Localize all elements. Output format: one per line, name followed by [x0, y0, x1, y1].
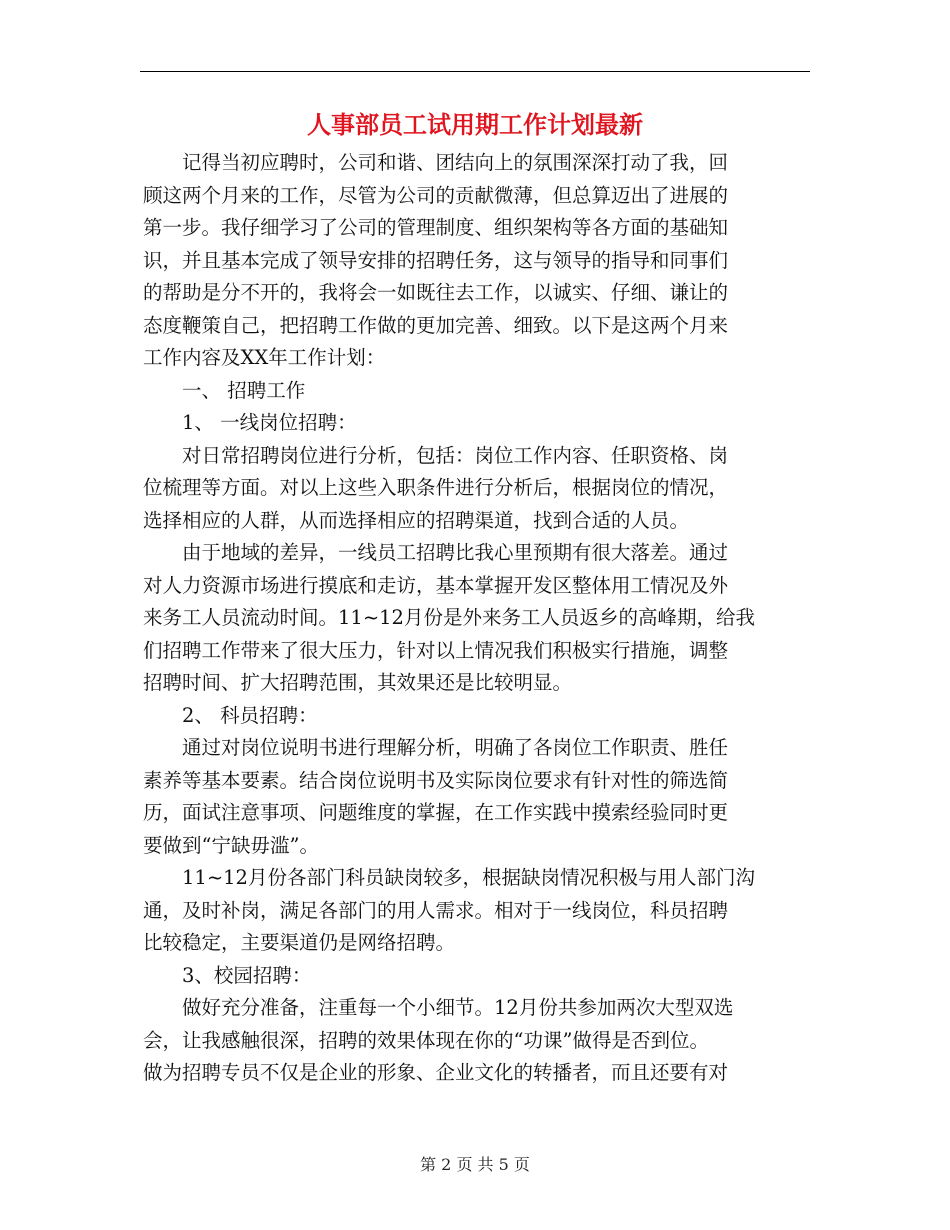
text-line: 比较稳定，主要渠道仍是网络招聘。	[143, 931, 456, 954]
document-title: 人事部员工试用期工作计划最新	[307, 110, 643, 139]
text-line: 第一步。我仔细学习了公司的管理制度、组织架构等各方面的基础知	[143, 216, 729, 239]
text-line: 通，及时补岗，满足各部门的用人需求。相对于一线岗位，科员招聘	[143, 898, 729, 922]
text-line: 记得当初应聘时，公司和谐、团结向上的氛围深深打动了我，回	[143, 151, 729, 174]
text-line: 顾这两个月来的工作，尽管为公司的贡献微薄，但总算迈出了进展的	[143, 183, 729, 207]
text-line: 识，并且基本完成了领导安排的招聘任务，这与领导的指导和同事们	[143, 248, 729, 272]
text-line: 工作内容及XX年工作计划：	[143, 346, 386, 369]
text-line: 位梳理等方面。对以上这些入职条件进行分析后，根据岗位的情况，	[143, 476, 729, 499]
text-line: 通过对岗位说明书进行理解分析，明确了各岗位工作职责、胜任	[143, 736, 729, 759]
text-line: 11~12月份各部门科员缺岗较多，根据缺岗情况积极与用人部门沟	[143, 866, 755, 889]
section-heading: 一、 招聘工作	[143, 378, 306, 402]
text-line: 选择相应的人群，从而选择相应的招聘渠道，找到合适的人员。	[143, 508, 690, 532]
header-rule	[140, 71, 810, 72]
text-line: 对日常招聘岗位进行分析，包括：岗位工作内容、任职资格、岗	[143, 443, 729, 467]
subsection-heading: 1、 一线岗位招聘：	[143, 411, 357, 434]
page-number-footer: 第 2 页 共 5 页	[420, 1155, 530, 1174]
text-line: 历，面试注意事项、问题维度的掌握，在工作实践中摸索经验同时更	[143, 801, 729, 824]
text-line: 会，让我感触很深，招聘的效果体现在你的“功课”做得是否到位。	[143, 1028, 709, 1052]
text-line: 们招聘工作带来了很大压力，针对以上情况我们积极实行措施，调整	[143, 638, 729, 662]
text-line: 素养等基本要素。结合岗位说明书及实际岗位要求有针对性的筛选简	[143, 768, 729, 792]
text-line: 要做到“宁缺毋滥”。	[143, 833, 319, 857]
text-line: 的帮助是分不开的，我将会一如既往去工作，以诚实、仔细、谦让的	[143, 281, 729, 304]
subsection-heading: 3、校园招聘：	[143, 963, 312, 987]
document-body	[143, 147, 808, 1090]
subsection-heading: 2、 科员招聘：	[143, 703, 318, 727]
text-line: 来务工人员流动时间。11~12月份是外来务工人员返乡的高峰期，给我	[143, 606, 755, 629]
text-line: 态度鞭策自己，把招聘工作做的更加完善、细致。以下是这两个月来	[143, 313, 729, 337]
text-line: 做好充分准备，注重每一个小细节。12月份共参加两次大型双选	[143, 996, 734, 1019]
text-line: 对人力资源市场进行摸底和走访，基本掌握开发区整体用工情况及外	[143, 573, 729, 597]
text-line: 由于地域的差异，一线员工招聘比我心里预期有很大落差。通过	[143, 541, 729, 564]
text-line: 招聘时间、扩大招聘范围，其效果还是比较明显。	[143, 671, 573, 694]
text-line: 做为招聘专员不仅是企业的形象、企业文化的转播者，而且还要有对	[143, 1061, 729, 1084]
